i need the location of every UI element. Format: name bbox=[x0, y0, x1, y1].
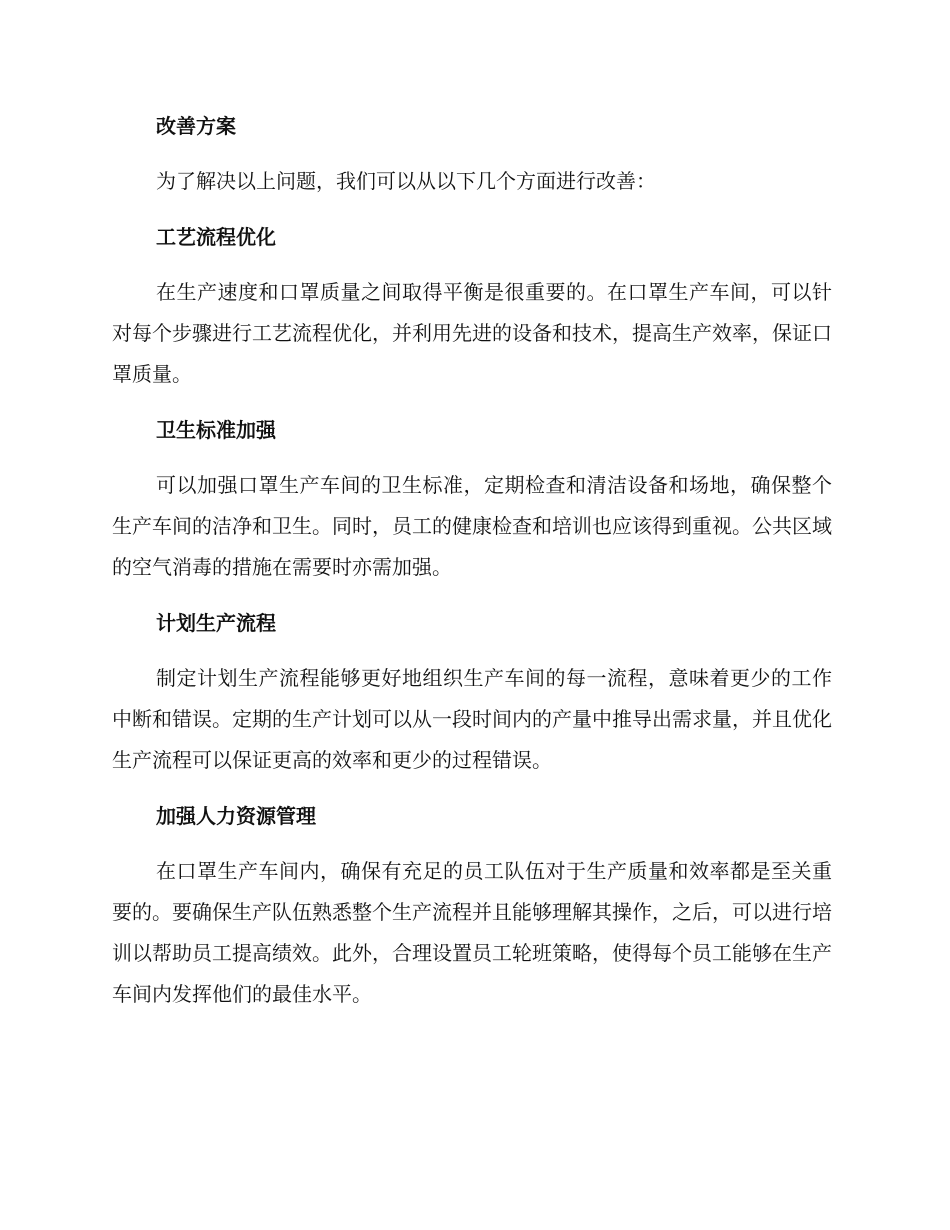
section-paragraph-hr-management: 在口罩生产车间内，确保有充足的员工队伍对于生产质量和效率都是至关重要的。要确保生产队伍熟悉整个生产流程并且能够理解其操作，之后，可以进行培训以帮助员工提高绩效。此外，合理设置员工轮班策略，使得每个员工能够在生产车间内发挥他们的最佳水平。 bbox=[112, 859, 832, 1006]
document-page bbox=[112, 106, 832, 1030]
section-heading-hygiene-standards: 卫生标准加强 bbox=[156, 418, 276, 442]
section-paragraph-process-optimization: 在生产速度和口罩质量之间取得平衡是很重要的。在口罩生产车间，可以针对每个步骤进行工艺流程优化，并利用先进的设备和技术，提高生产效率，保证口罩质量。 bbox=[112, 280, 832, 386]
section-heading-production-planning: 计划生产流程 bbox=[156, 611, 276, 635]
section-paragraph-intro: 为了解决以上问题，我们可以从以下几个方面进行改善： bbox=[156, 169, 656, 193]
section-heading-improvement-plan: 改善方案 bbox=[156, 114, 236, 138]
section-paragraph-hygiene-standards: 可以加强口罩生产车间的卫生标准，定期检查和清洁设备和场地，确保整个生产车间的洁净和卫生。同时，员工的健康检查和培训也应该得到重视。公共区域的空气消毒的措施在需要时亦需加强。 bbox=[112, 473, 832, 579]
section-heading-process-optimization: 工艺流程优化 bbox=[156, 225, 276, 249]
section-heading-hr-management: 加强人力资源管理 bbox=[156, 804, 316, 828]
section-paragraph-production-planning: 制定计划生产流程能够更好地组织生产车间的每一流程，意味着更少的工作中断和错误。定期的生产计划可以从一段时间内的产量中推导出需求量，并且优化生产流程可以保证更高的效率和更少的过程错误。 bbox=[112, 666, 832, 772]
